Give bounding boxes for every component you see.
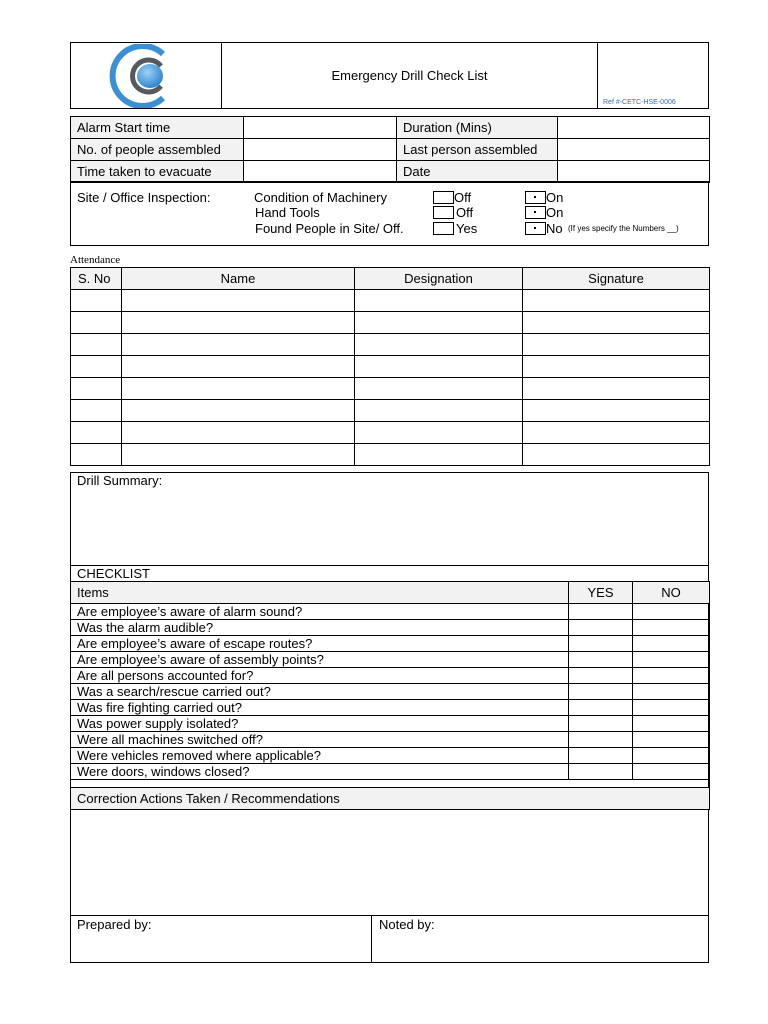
duration-field[interactable] <box>558 117 710 139</box>
sno-cell[interactable] <box>71 422 122 444</box>
inspection-item: Condition of Machinery <box>254 190 387 205</box>
checklist-row <box>71 636 710 652</box>
attendance-table <box>70 267 710 466</box>
sno-cell[interactable] <box>71 444 122 466</box>
column-header: Signature <box>523 268 710 290</box>
last-person-label: Last person assembled <box>397 139 558 161</box>
checklist-row <box>71 732 710 748</box>
checklist-table <box>70 581 710 810</box>
name-cell[interactable] <box>122 334 355 356</box>
checkbox-label: Off <box>456 205 474 220</box>
yes-cell[interactable] <box>569 716 633 732</box>
column-header: Items <box>71 582 569 604</box>
signature-cell[interactable] <box>523 312 710 334</box>
checklist-item: Was the alarm audible? <box>71 620 569 636</box>
no-cell[interactable] <box>633 700 710 716</box>
sno-cell[interactable] <box>71 378 122 400</box>
checklist-row <box>71 700 710 716</box>
yes-cell[interactable] <box>569 684 633 700</box>
people-yes-checkbox[interactable] <box>433 222 454 235</box>
corrections-label: Correction Actions Taken / Recommendations <box>71 788 710 810</box>
header-divider-right <box>597 42 598 109</box>
sno-cell[interactable] <box>71 400 122 422</box>
attendance-row <box>71 356 710 378</box>
name-cell[interactable] <box>122 312 355 334</box>
designation-cell[interactable] <box>355 290 523 312</box>
checkbox-label: On <box>546 190 564 205</box>
attendance-title: Attendance <box>70 254 121 266</box>
signature-cell[interactable] <box>523 400 710 422</box>
sno-cell[interactable] <box>71 290 122 312</box>
people-assembled-label: No. of people assembled <box>71 139 244 161</box>
designation-cell[interactable] <box>355 422 523 444</box>
checklist-item: Was a search/rescue carried out? <box>71 684 569 700</box>
drill-summary-label: Drill Summary: <box>77 473 163 488</box>
checklist-item: Were doors, windows closed? <box>71 764 569 780</box>
people-no-checkbox[interactable] <box>525 222 546 235</box>
signature-cell[interactable] <box>523 290 710 312</box>
yes-cell[interactable] <box>569 652 633 668</box>
signature-cell[interactable] <box>523 422 710 444</box>
info-table <box>70 116 710 183</box>
no-cell[interactable] <box>633 684 710 700</box>
sno-cell[interactable] <box>71 356 122 378</box>
column-header: Name <box>122 268 355 290</box>
name-cell[interactable] <box>122 444 355 466</box>
no-cell[interactable] <box>633 716 710 732</box>
attendance-row <box>71 400 710 422</box>
tools-on-checkbox[interactable] <box>525 206 546 219</box>
no-cell[interactable] <box>633 732 710 748</box>
duration-label: Duration (Mins) <box>397 117 558 139</box>
signature-cell[interactable] <box>523 378 710 400</box>
checklist-row <box>71 668 710 684</box>
designation-cell[interactable] <box>355 334 523 356</box>
name-cell[interactable] <box>122 422 355 444</box>
no-cell[interactable] <box>633 620 710 636</box>
noted-by-field[interactable] <box>373 932 708 962</box>
name-cell[interactable] <box>122 400 355 422</box>
yes-cell[interactable] <box>569 748 633 764</box>
footer-divider <box>371 915 372 963</box>
sno-cell[interactable] <box>71 312 122 334</box>
inspection-item: Found People in Site/ Off. <box>255 221 404 236</box>
checklist-item: Were vehicles removed where applicable? <box>71 748 569 764</box>
logo-ball <box>137 64 163 88</box>
divider <box>70 565 709 566</box>
date-field[interactable] <box>558 161 710 183</box>
checklist-item: Are employee’s aware of alarm sound? <box>71 604 569 620</box>
name-cell[interactable] <box>122 378 355 400</box>
no-cell[interactable] <box>633 604 710 620</box>
checklist-item: Are employee’s aware of escape routes? <box>71 636 569 652</box>
no-cell[interactable] <box>633 748 710 764</box>
sno-cell[interactable] <box>71 334 122 356</box>
yes-cell[interactable] <box>569 604 633 620</box>
inspection-label: Site / Office Inspection: <box>77 190 211 205</box>
alarm-start-label: Alarm Start time <box>71 117 244 139</box>
reference-number: Ref #-CETC-HSE-0006 <box>603 99 676 106</box>
signature-cell[interactable] <box>523 334 710 356</box>
signature-cell[interactable] <box>523 444 710 466</box>
checklist-row <box>71 748 710 764</box>
designation-cell[interactable] <box>355 312 523 334</box>
date-label: Date <box>397 161 558 183</box>
attendance-row <box>71 290 710 312</box>
evacuate-time-field[interactable] <box>244 161 397 183</box>
evacuate-time-label: Time taken to evacuate <box>71 161 244 183</box>
spacer-row <box>71 780 710 788</box>
checklist-row <box>71 652 710 668</box>
page-title: Emergency Drill Check List <box>331 68 488 83</box>
yes-cell[interactable] <box>569 700 633 716</box>
last-person-field[interactable] <box>558 139 710 161</box>
machinery-on-checkbox[interactable] <box>525 191 546 204</box>
checkbox-label: No <box>546 221 563 236</box>
noted-by-label: Noted by: <box>379 917 435 932</box>
checklist-row <box>71 716 710 732</box>
company-logo <box>105 44 181 108</box>
machinery-off-checkbox[interactable] <box>433 191 454 204</box>
checkbox-label: On <box>546 205 564 220</box>
attendance-row <box>71 422 710 444</box>
no-cell[interactable] <box>633 668 710 684</box>
divider <box>70 915 709 916</box>
yes-cell[interactable] <box>569 620 633 636</box>
people-assembled-field[interactable] <box>244 139 397 161</box>
name-cell[interactable] <box>122 290 355 312</box>
column-header: YES <box>569 582 633 604</box>
prepared-by-label: Prepared by: <box>77 917 152 932</box>
corrections-field[interactable] <box>71 809 708 915</box>
designation-cell[interactable] <box>355 444 523 466</box>
prepared-by-field[interactable] <box>71 932 370 962</box>
checkbox-label: Off <box>454 190 472 205</box>
yes-cell[interactable] <box>569 636 633 652</box>
attendance-row <box>71 444 710 466</box>
checklist-row <box>71 604 710 620</box>
designation-cell[interactable] <box>355 400 523 422</box>
tools-off-checkbox[interactable] <box>433 206 454 219</box>
people-count-note: (If yes specify the Numbers __) <box>568 224 679 233</box>
yes-cell[interactable] <box>569 764 633 780</box>
yes-cell[interactable] <box>569 732 633 748</box>
no-cell[interactable] <box>633 652 710 668</box>
column-header: S. No <box>71 268 122 290</box>
drill-summary-field[interactable] <box>71 490 708 565</box>
column-header: Designation <box>355 268 523 290</box>
attendance-row <box>71 312 710 334</box>
attendance-row <box>71 378 710 400</box>
attendance-row <box>71 334 710 356</box>
checklist-item: Are employee’s aware of assembly points? <box>71 652 569 668</box>
checklist-item: Were all machines switched off? <box>71 732 569 748</box>
no-cell[interactable] <box>633 636 710 652</box>
yes-cell[interactable] <box>569 668 633 684</box>
no-cell[interactable] <box>633 764 710 780</box>
designation-cell[interactable] <box>355 356 523 378</box>
checklist-title: CHECKLIST <box>77 566 150 581</box>
checklist-row <box>71 620 710 636</box>
name-cell[interactable] <box>122 356 355 378</box>
checklist-item: Was fire fighting carried out? <box>71 700 569 716</box>
signature-cell[interactable] <box>523 356 710 378</box>
checkbox-label: Yes <box>456 221 478 236</box>
checklist-row <box>71 684 710 700</box>
checklist-item: Was power supply isolated? <box>71 716 569 732</box>
designation-cell[interactable] <box>355 378 523 400</box>
column-header: NO <box>633 582 710 604</box>
checklist-row <box>71 764 710 780</box>
checklist-item: Are all persons accounted for? <box>71 668 569 684</box>
inspection-item: Hand Tools <box>255 205 320 220</box>
alarm-start-field[interactable] <box>244 117 397 139</box>
